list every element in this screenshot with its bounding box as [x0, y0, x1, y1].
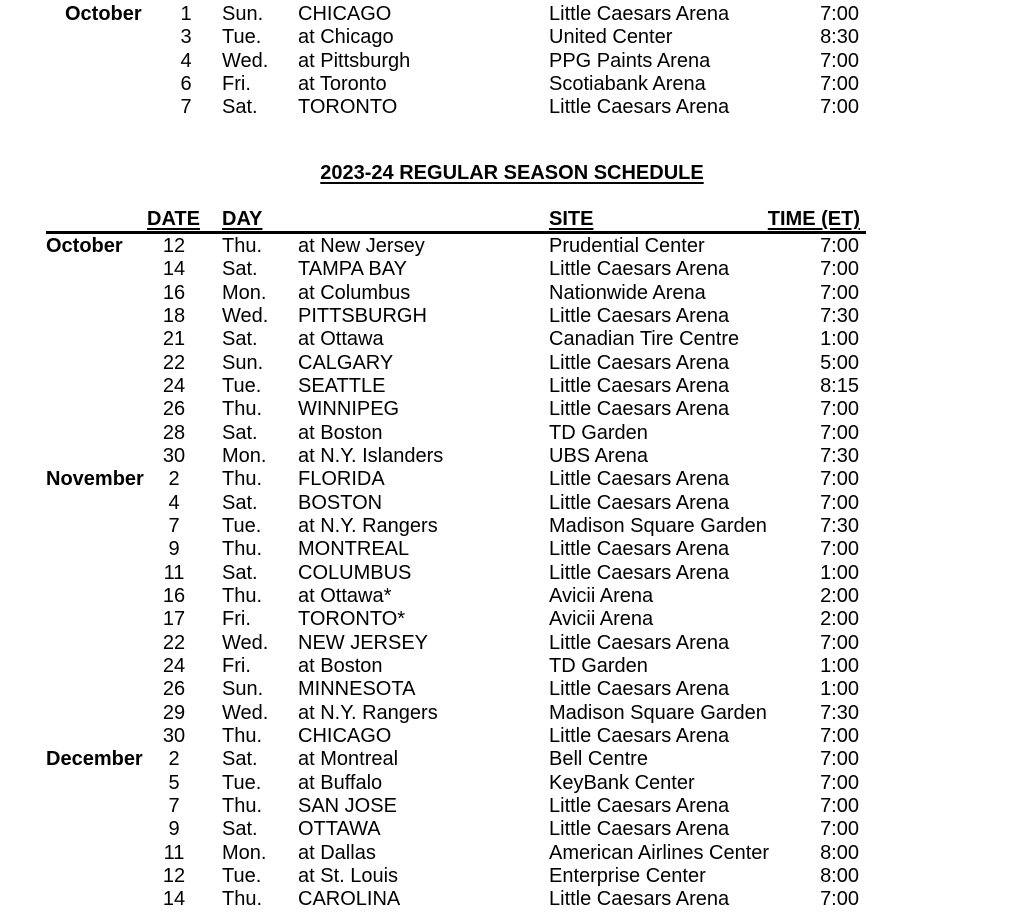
opponent-cell: TORONTO — [298, 96, 398, 119]
schedule-row — [46, 398, 866, 421]
schedule-row — [46, 258, 866, 281]
opponent-cell: OTTAWA — [298, 818, 381, 841]
date-cell: 21 — [162, 328, 186, 351]
month-cell — [46, 865, 146, 888]
time-cell: 7:00 — [820, 724, 859, 747]
site-cell: Canadian Tire Centre — [549, 328, 740, 351]
month-cell — [46, 795, 146, 818]
month-header — [46, 208, 146, 231]
date-cell: 17 — [162, 608, 186, 631]
site-cell: Little Caesars Arena — [549, 888, 730, 911]
day-cell: Wed. — [222, 701, 269, 724]
month-cell — [46, 562, 146, 585]
date-column-header: DATE — [147, 208, 200, 230]
opponent-cell: at Buffalo — [298, 771, 383, 794]
time-cell: 1:00 — [820, 654, 859, 677]
schedule-row — [46, 562, 866, 585]
site-cell: Scotiabank Arena — [549, 72, 706, 95]
site-cell: Madison Square Garden — [549, 514, 767, 537]
opponent-cell: CHICAGO — [298, 724, 392, 747]
date-cell: 11 — [163, 841, 185, 864]
schedule-row — [46, 422, 866, 445]
day-cell: Tue. — [222, 864, 262, 887]
date-cell: 9 — [168, 818, 180, 841]
opponent-cell: CALGARY — [298, 351, 394, 374]
time-cell: 7:00 — [820, 49, 859, 72]
date-cell: 3 — [180, 26, 192, 49]
site-cell: Little Caesars Arena — [549, 818, 730, 841]
opponent-cell: at Toronto — [298, 72, 387, 95]
schedule-row — [46, 305, 866, 328]
schedule-row — [46, 585, 866, 608]
opponent-cell: SEATTLE — [298, 374, 386, 397]
date-cell: 28 — [162, 421, 186, 444]
month-cell: October — [46, 235, 123, 257]
day-cell: Tue. — [222, 771, 262, 794]
day-cell: Mon. — [222, 841, 267, 864]
time-cell: 7:00 — [820, 96, 859, 119]
month-cell — [46, 422, 146, 445]
month-cell — [46, 282, 146, 305]
month-cell: November — [46, 468, 144, 491]
date-cell: 22 — [162, 351, 186, 374]
site-cell: KeyBank Center — [549, 771, 695, 794]
month-cell — [46, 772, 146, 795]
day-cell: Thu. — [222, 398, 263, 421]
site-cell: PPG Paints Arena — [549, 49, 711, 72]
time-cell: 1:00 — [820, 328, 859, 351]
time-cell: 1:00 — [820, 561, 859, 584]
day-cell: Sat. — [222, 818, 258, 841]
date-cell: 11 — [163, 561, 185, 584]
day-column-header: DAY — [222, 208, 263, 230]
date-cell: 4 — [180, 49, 192, 72]
date-cell: 1 — [180, 3, 192, 25]
day-cell: Wed. — [222, 49, 269, 72]
schedule-row — [46, 748, 866, 771]
month-cell — [46, 398, 146, 421]
schedule-row — [46, 655, 866, 678]
month-cell — [46, 585, 146, 608]
time-cell: 7:00 — [820, 258, 859, 281]
opponent-cell: PITTSBURGH — [298, 304, 427, 327]
time-cell: 7:30 — [820, 514, 859, 537]
site-cell: Little Caesars Arena — [549, 491, 730, 514]
schedule-row — [46, 445, 866, 468]
date-cell: 12 — [162, 235, 186, 257]
schedule-row — [46, 515, 866, 538]
day-cell: Tue. — [222, 514, 262, 537]
day-cell: Sun. — [222, 3, 264, 25]
opponent-cell: at St. Louis — [298, 864, 399, 887]
schedule-row — [46, 73, 866, 96]
time-cell: 7:00 — [820, 3, 859, 25]
day-cell: Thu. — [222, 584, 263, 607]
date-cell: 2 — [168, 468, 180, 491]
schedule-row — [46, 632, 866, 655]
site-cell: American Airlines Center — [549, 841, 770, 864]
time-cell: 7:00 — [820, 421, 859, 444]
schedule-row — [46, 795, 866, 818]
time-column-header: TIME (ET) — [767, 208, 860, 230]
date-cell: 24 — [162, 374, 186, 397]
schedule-row — [46, 888, 866, 911]
schedule-row — [46, 468, 866, 491]
opponent-cell: at Boston — [298, 654, 383, 677]
time-cell: 7:00 — [820, 538, 859, 561]
schedule-row — [46, 678, 866, 701]
site-cell: Little Caesars Arena — [549, 794, 730, 817]
site-cell: Avicii Arena — [549, 584, 654, 607]
day-cell: Thu. — [222, 724, 263, 747]
site-cell: Little Caesars Arena — [549, 351, 730, 374]
month-cell — [46, 375, 146, 398]
date-cell: 16 — [162, 584, 186, 607]
schedule-row — [46, 26, 866, 49]
opponent-cell: TORONTO* — [298, 608, 406, 631]
schedule-row — [46, 3, 866, 26]
time-cell: 7:00 — [820, 631, 859, 654]
date-cell: 2 — [168, 748, 180, 771]
opponent-cell: at Dallas — [298, 841, 376, 864]
site-cell: United Center — [549, 26, 673, 49]
day-cell: Thu. — [222, 235, 263, 257]
day-cell: Sun. — [222, 678, 264, 701]
site-cell: Little Caesars Arena — [549, 678, 730, 701]
schedule-row — [46, 375, 866, 398]
month-cell — [46, 73, 146, 96]
opponent-cell: SAN JOSE — [298, 794, 397, 817]
date-cell: 29 — [162, 701, 186, 724]
regular-season-schedule-table — [46, 235, 866, 912]
date-cell: 6 — [180, 72, 192, 95]
month-cell — [46, 888, 146, 911]
opponent-cell: MONTREAL — [298, 538, 410, 561]
day-cell: Thu. — [222, 794, 263, 817]
time-cell: 7:00 — [820, 491, 859, 514]
opponent-cell: at Pittsburgh — [298, 49, 411, 72]
opponent-cell: at Ottawa — [298, 328, 384, 351]
opponent-cell: at N.Y. Islanders — [298, 444, 444, 467]
time-cell: 7:00 — [820, 771, 859, 794]
schedule-row — [46, 772, 866, 795]
schedule-row — [46, 842, 866, 865]
site-cell: Avicii Arena — [549, 608, 654, 631]
schedule-row — [46, 282, 866, 305]
day-cell: Tue. — [222, 374, 262, 397]
site-cell: Little Caesars Arena — [549, 631, 730, 654]
preseason-schedule-table — [46, 3, 866, 120]
site-cell: Nationwide Arena — [549, 281, 706, 304]
month-cell — [46, 655, 146, 678]
opponent-cell: MINNESOTA — [298, 678, 416, 701]
day-cell: Wed. — [222, 631, 269, 654]
month-cell — [46, 305, 146, 328]
month-cell — [46, 842, 146, 865]
date-cell: 14 — [162, 258, 186, 281]
day-cell: Thu. — [222, 468, 263, 491]
site-cell: Little Caesars Arena — [549, 724, 730, 747]
day-cell: Thu. — [222, 538, 263, 561]
month-cell: October — [65, 3, 142, 25]
schedule-row — [46, 865, 866, 888]
date-cell: 30 — [162, 444, 186, 467]
date-cell: 18 — [162, 304, 186, 327]
month-cell — [46, 96, 146, 119]
time-cell: 7:00 — [820, 72, 859, 95]
schedule-row — [46, 818, 866, 841]
time-cell: 8:00 — [820, 841, 859, 864]
date-cell: 7 — [168, 514, 180, 537]
day-cell: Thu. — [222, 888, 263, 911]
site-cell: Little Caesars Arena — [549, 468, 730, 491]
date-cell: 12 — [162, 864, 186, 887]
schedule-row — [46, 608, 866, 631]
schedule-row — [46, 50, 866, 73]
schedule-row — [46, 492, 866, 515]
time-cell: 8:00 — [820, 864, 859, 887]
day-cell: Sun. — [222, 351, 264, 374]
opponent-column-header — [298, 208, 548, 231]
site-cell: TD Garden — [549, 654, 648, 677]
month-cell — [46, 538, 146, 561]
month-cell — [46, 492, 146, 515]
day-cell: Mon. — [222, 281, 267, 304]
site-cell: Little Caesars Arena — [549, 258, 730, 281]
site-cell: Little Caesars Arena — [549, 374, 730, 397]
time-cell: 8:15 — [820, 374, 859, 397]
day-cell: Tue. — [222, 26, 262, 49]
schedule-header-row — [46, 208, 866, 234]
time-cell: 7:30 — [820, 701, 859, 724]
opponent-cell: at N.Y. Rangers — [298, 514, 438, 537]
site-column-header: SITE — [549, 208, 594, 230]
opponent-cell: WINNIPEG — [298, 398, 400, 421]
time-cell: 7:00 — [820, 748, 859, 771]
time-cell: 1:00 — [820, 678, 859, 701]
opponent-cell: at Boston — [298, 421, 383, 444]
opponent-cell: BOSTON — [298, 491, 383, 514]
date-cell: 14 — [162, 888, 186, 911]
date-cell: 22 — [162, 631, 186, 654]
time-cell: 2:00 — [820, 584, 859, 607]
opponent-cell: at New Jersey — [298, 235, 425, 257]
site-cell: TD Garden — [549, 421, 648, 444]
time-cell: 7:30 — [820, 444, 859, 467]
month-cell — [46, 445, 146, 468]
day-cell: Sat. — [222, 748, 258, 771]
site-cell: Prudential Center — [549, 235, 705, 257]
day-cell: Sat. — [222, 328, 258, 351]
month-cell — [46, 26, 146, 49]
site-cell: Bell Centre — [549, 748, 648, 771]
site-cell: UBS Arena — [549, 444, 648, 467]
time-cell: 7:00 — [820, 398, 859, 421]
month-cell — [46, 702, 146, 725]
time-cell: 7:00 — [820, 888, 859, 911]
site-cell: Little Caesars Arena — [549, 538, 730, 561]
month-cell — [46, 632, 146, 655]
schedule-row — [46, 538, 866, 561]
date-cell: 24 — [162, 654, 186, 677]
opponent-cell: at Columbus — [298, 281, 411, 304]
time-cell: 7:00 — [820, 794, 859, 817]
time-cell: 7:00 — [820, 468, 859, 491]
month-cell — [46, 50, 146, 73]
schedule-row — [46, 96, 866, 119]
schedule-row — [46, 352, 866, 375]
day-cell: Fri. — [222, 72, 251, 95]
day-cell: Fri. — [222, 654, 251, 677]
month-cell — [46, 818, 146, 841]
month-cell: December — [46, 748, 143, 771]
opponent-cell: at Ottawa* — [298, 584, 392, 607]
page-title: 2023-24 REGULAR SEASON SCHEDULE — [320, 162, 704, 184]
month-cell — [46, 608, 146, 631]
day-cell: Fri. — [222, 608, 251, 631]
month-cell — [46, 515, 146, 538]
month-cell — [46, 352, 146, 375]
time-cell: 7:30 — [820, 304, 859, 327]
opponent-cell: at Montreal — [298, 748, 399, 771]
date-cell: 26 — [162, 678, 186, 701]
opponent-cell: at N.Y. Rangers — [298, 701, 438, 724]
site-cell: Little Caesars Arena — [549, 398, 730, 421]
opponent-cell: TAMPA BAY — [298, 258, 407, 281]
time-cell: 8:30 — [820, 26, 859, 49]
time-cell: 7:00 — [820, 818, 859, 841]
schedule-row — [46, 235, 866, 258]
time-cell: 5:00 — [820, 351, 859, 374]
month-cell — [46, 725, 146, 748]
opponent-cell: at Chicago — [298, 26, 394, 49]
opponent-cell: CHICAGO — [298, 3, 392, 25]
opponent-cell: NEW JERSEY — [298, 631, 429, 654]
day-cell: Mon. — [222, 444, 267, 467]
site-cell: Madison Square Garden — [549, 701, 767, 724]
time-cell: 7:00 — [820, 235, 859, 257]
site-cell: Little Caesars Arena — [549, 96, 730, 119]
month-cell — [46, 328, 146, 351]
opponent-cell: COLUMBUS — [298, 561, 412, 584]
schedule-row — [46, 702, 866, 725]
date-cell: 9 — [168, 538, 180, 561]
date-cell: 26 — [162, 398, 186, 421]
month-cell — [46, 678, 146, 701]
opponent-cell: FLORIDA — [298, 468, 385, 491]
month-cell — [46, 258, 146, 281]
day-cell: Sat. — [222, 421, 258, 444]
date-cell: 5 — [168, 771, 180, 794]
date-cell: 7 — [180, 96, 192, 119]
site-cell: Little Caesars Arena — [549, 561, 730, 584]
time-cell: 2:00 — [820, 608, 859, 631]
schedule-row — [46, 328, 866, 351]
opponent-cell: CAROLINA — [298, 888, 401, 911]
date-cell: 16 — [162, 281, 186, 304]
schedule-row — [46, 725, 866, 748]
day-cell: Sat. — [222, 96, 258, 119]
date-cell: 7 — [168, 794, 180, 817]
time-cell: 7:00 — [820, 281, 859, 304]
day-cell: Sat. — [222, 258, 258, 281]
site-cell: Little Caesars Arena — [549, 304, 730, 327]
date-cell: 30 — [162, 724, 186, 747]
date-cell: 4 — [168, 491, 180, 514]
site-cell: Little Caesars Arena — [549, 3, 730, 25]
day-cell: Sat. — [222, 561, 258, 584]
site-cell: Enterprise Center — [549, 864, 706, 887]
day-cell: Sat. — [222, 491, 258, 514]
day-cell: Wed. — [222, 304, 269, 327]
